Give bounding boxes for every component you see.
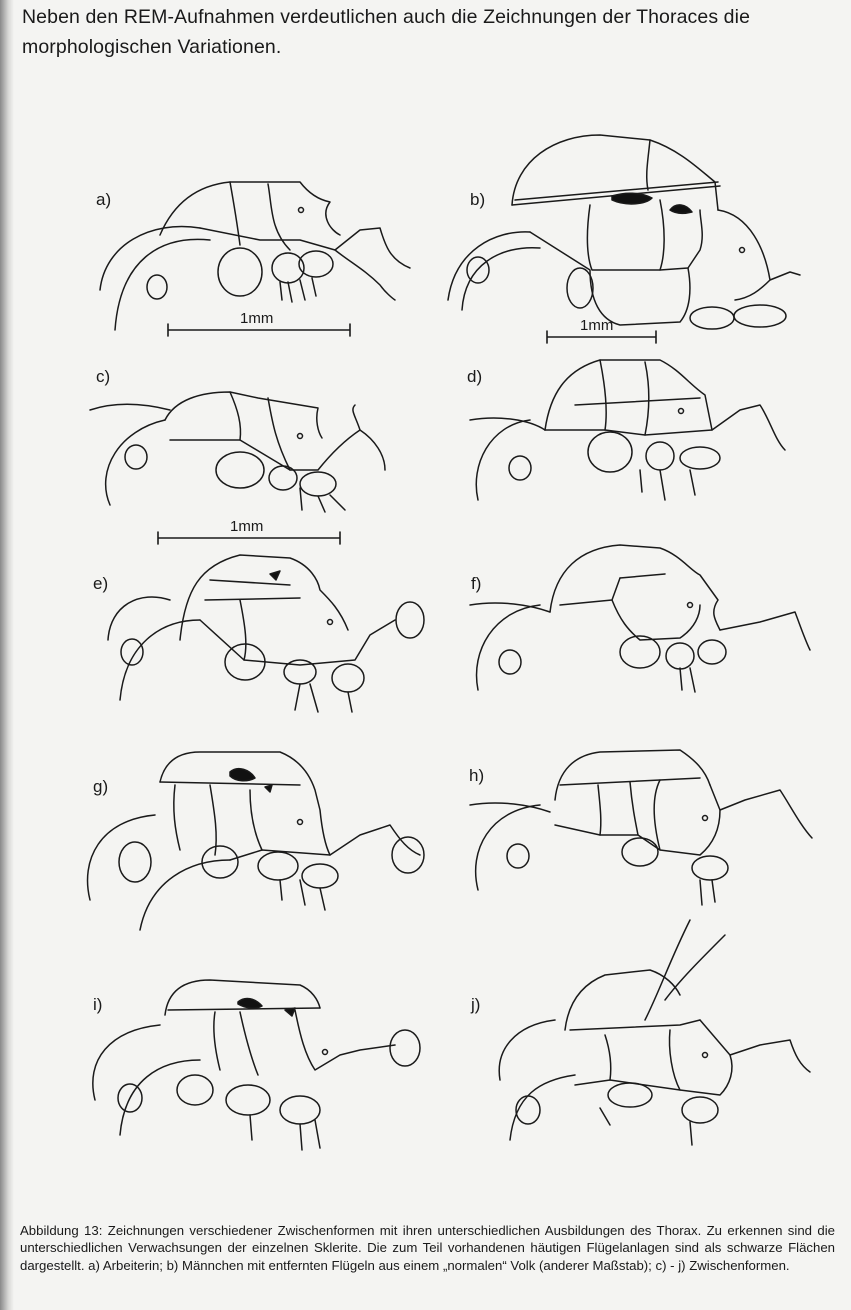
panel-label-a: a): [96, 190, 112, 209]
panel-label-g: g): [93, 777, 109, 796]
intro-text: Neben den REM-Aufnahmen verdeutlichen auch die Zeichnungen der Thoraces die morphologischen Variationen.: [22, 6, 751, 58]
panel-label-f: f): [471, 574, 482, 593]
drawing-h: [470, 750, 812, 905]
drawing-b: [448, 135, 800, 329]
figure-caption: Abbildung 13: Zeichnungen verschiedener Zwischenformen mit ihren unterschiedlichen Ausbildungen des Thorax. Zu erkennen sind die unterschiedlichen Verwachsungen der einzelnen Sklerite. Die zum Teil vorhandenen häutigen Flügelanlagen sind als schwarze Flächen dargestellt. a) Arbeiterin; b) Männchen mit entfernten Flügeln aus einem „normalen“ Volk (anderer Maßstab); c) - j) Zwischenformen.: [20, 1223, 835, 1273]
panel-label-b: b): [470, 190, 486, 209]
drawing-c: [90, 392, 385, 512]
panel-label-e: e): [93, 574, 109, 593]
drawing-i: [93, 980, 420, 1150]
drawing-e: [108, 555, 424, 712]
panel-label-d: d): [467, 367, 483, 386]
panel-label-h: h): [469, 766, 485, 785]
scale-bar-label-c: 1mm: [230, 518, 264, 535]
panel-label-i: i): [93, 995, 103, 1014]
panel-label-j: j): [471, 995, 481, 1014]
panel-label-c: c): [96, 367, 111, 386]
scale-bar-label-b: 1mm: [580, 317, 614, 334]
scale-bar-label-a: 1mm: [240, 310, 274, 327]
drawing-d: [470, 360, 785, 500]
drawing-g: [88, 752, 424, 930]
drawing-f: [470, 545, 810, 692]
drawing-j: [499, 920, 810, 1145]
drawing-a: [100, 182, 410, 330]
